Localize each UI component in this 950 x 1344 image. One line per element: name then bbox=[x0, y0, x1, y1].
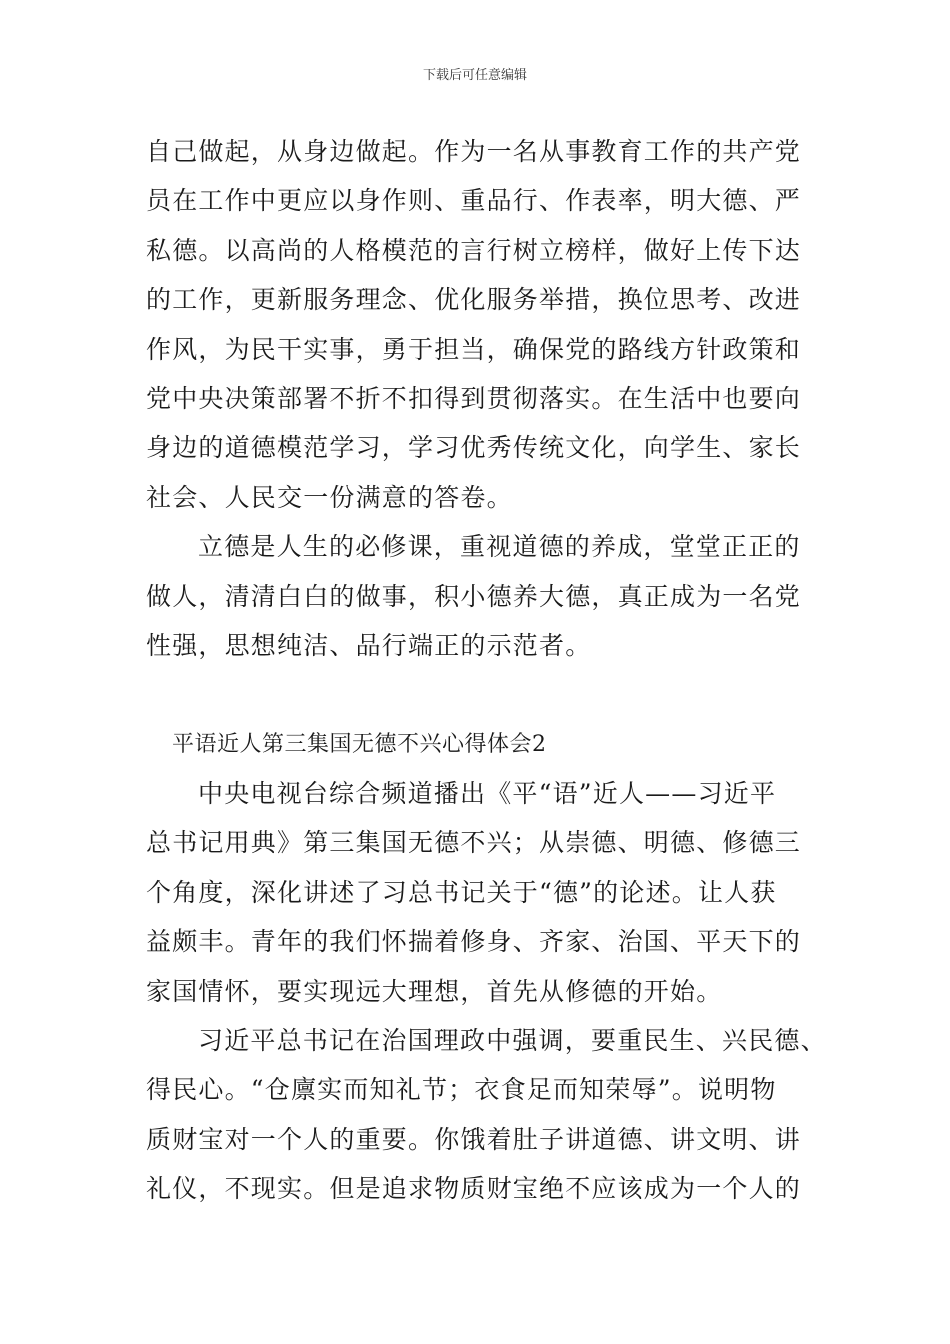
text-line: 做人，清清白白的做事，积小德养大德，真正成为一名党 bbox=[146, 581, 802, 611]
page-header: 下载后可任意编辑 bbox=[422, 68, 527, 83]
text-line: 性强，思想纯洁、品行端正的示范者。 bbox=[146, 630, 592, 660]
text-line: 私德。以高尚的人格模范的言行树立榜样，做好上传下达 bbox=[146, 235, 802, 265]
text-line: 身边的道德模范学习，学习优秀传统文化，向学生、家长 bbox=[146, 433, 802, 463]
text-line: 礼仪，不现实。但是追求物质财宝绝不应该成为一个人的 bbox=[146, 1174, 802, 1204]
text-line: 作风，为民干实事，勇于担当，确保党的路线方针政策和 bbox=[146, 334, 802, 364]
blank-line bbox=[146, 670, 836, 719]
text-line: 家国情怀，要实现远大理想，首先从修德的开始。 bbox=[146, 976, 723, 1006]
text-line: 社会、人民交一份满意的答卷。 bbox=[146, 482, 513, 512]
text-line: 得民心。“仓廪实而知礼节；衣食足而知荣辱”。说明物 bbox=[146, 1075, 777, 1105]
document-body bbox=[146, 127, 836, 1214]
section-title: 平语近人第三集国无德不兴心得体会2 bbox=[172, 731, 547, 757]
text-line: 总书记用典》第三集国无德不兴；从崇德、明德、修德三 bbox=[146, 828, 802, 858]
text-line: 党中央决策部署不折不扣得到贯彻落实。在生活中也要向 bbox=[146, 383, 802, 413]
text-line: 质财宝对一个人的重要。你饿着肚子讲道德、讲文明、讲 bbox=[146, 1124, 802, 1154]
text-line: 的工作，更新服务理念、优化服务举措，换位思考、改进 bbox=[146, 285, 802, 315]
paragraph-first-line: 立德是人生的必修课，重视道德的养成，堂堂正正的 bbox=[198, 532, 801, 562]
text-line: 员在工作中更应以身作则、重品行、作表率，明大德、严 bbox=[146, 186, 802, 216]
paragraph-first-line: 中央电视台综合频道播出《平“语”近人——习近平 bbox=[198, 779, 777, 809]
paragraph-first-line: 习近平总书记在治国理政中强调，要重民生、兴民德、 bbox=[198, 1026, 827, 1056]
text-line: 益颇丰。青年的我们怀揣着修身、齐家、治国、平天下的 bbox=[146, 927, 802, 957]
text-line: 个角度，深化讲述了习总书记关于“德”的论述。让人获 bbox=[146, 877, 777, 907]
text-line: 自己做起，从身边做起。作为一名从事教育工作的共产党 bbox=[146, 137, 802, 166]
